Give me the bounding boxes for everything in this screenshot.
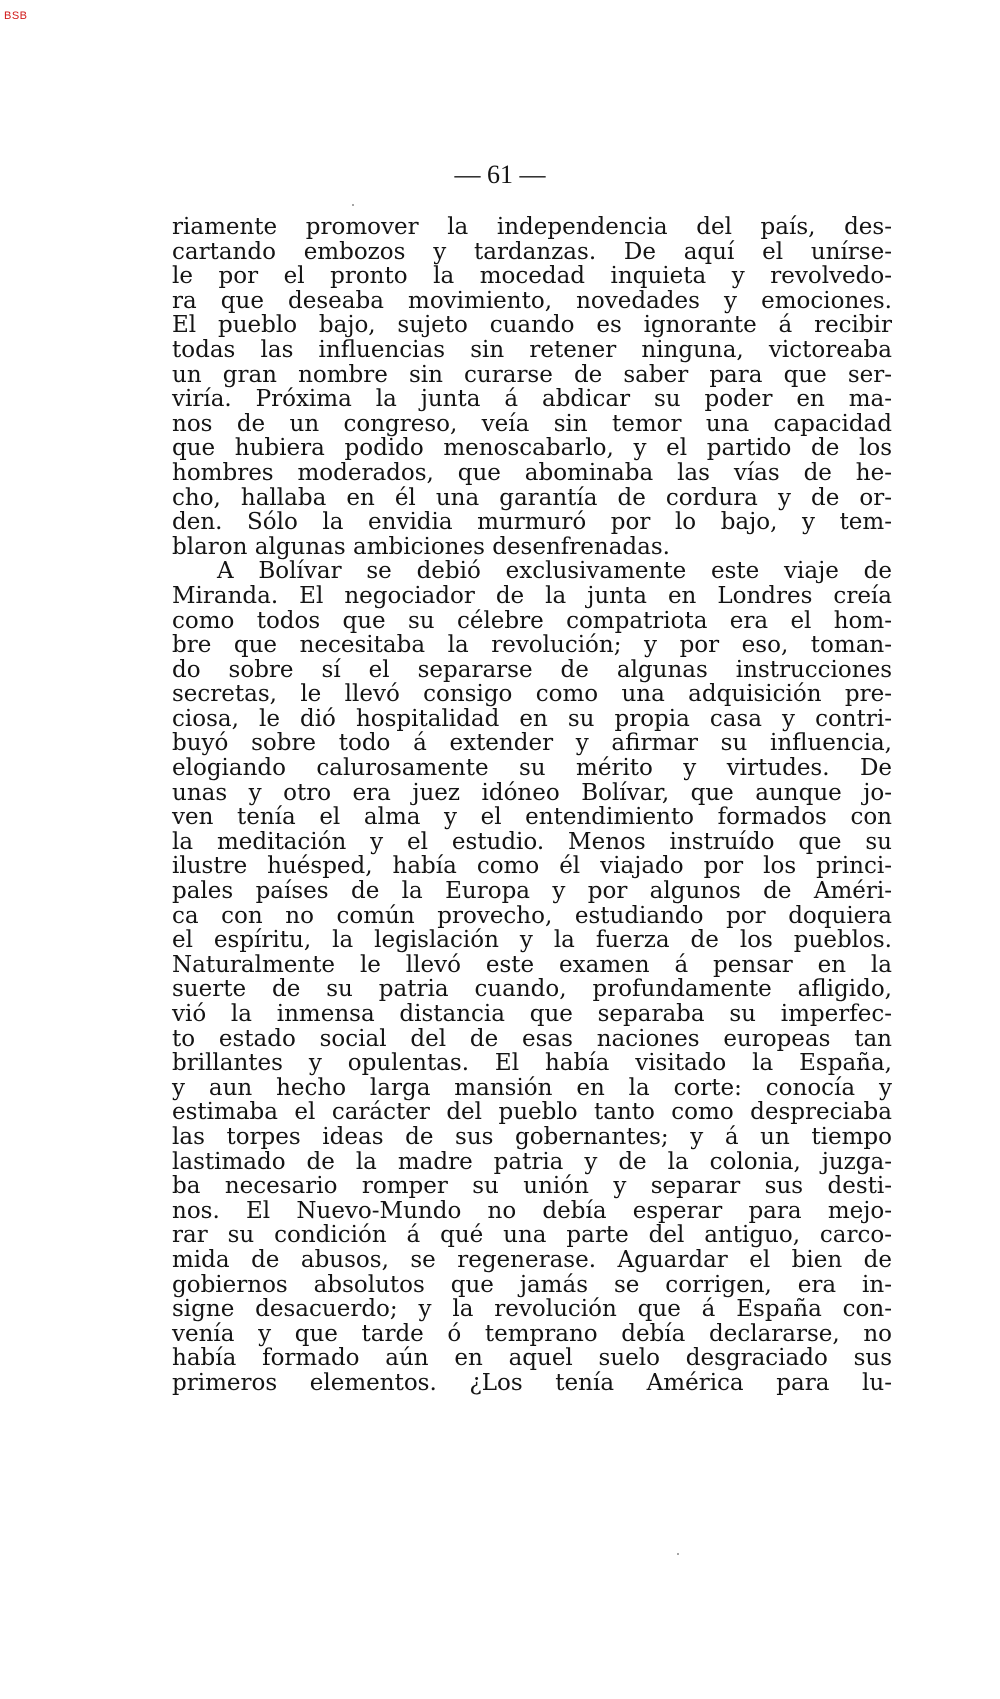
- paragraph-end-line: blaron algunas ambiciones desenfrenadas.: [172, 533, 670, 560]
- text-line: vió la inmensa distancia que separaba su imperfec-: [172, 1001, 892, 1027]
- text-line: Miranda. El negociador de la junta en Londres creía: [172, 582, 892, 609]
- text-line: cho, hallaba en él una garantía de cordura y de or-: [172, 484, 892, 511]
- text-line: to estado social del de esas naciones europeas tan: [172, 1025, 892, 1052]
- text-line: Naturalmente le llevó este examen á pensar en la: [172, 951, 892, 978]
- text-line: ven tenía el alma y el entendimiento formados con: [172, 804, 892, 831]
- text-line: primeros elementos. ¿Los tenía América para lu-: [172, 1369, 892, 1396]
- text-line: como todos que su célebre compatriota era el hom-: [172, 607, 892, 634]
- text-line: había formado aún en aquel suelo desgraciado sus: [172, 1345, 892, 1372]
- text-line: rar su condición á qué una parte del antiguo, carco-: [172, 1222, 892, 1249]
- text-line: viría. Próxima la junta á abdicar su poder en ma-: [172, 386, 892, 413]
- paper-speck: [677, 1553, 679, 1555]
- text-line: la meditación y el estudio. Menos instruído que su: [172, 828, 892, 855]
- body-text: [172, 215, 892, 1396]
- text-line: hombres moderados, que abominaba las vías de he-: [172, 459, 892, 486]
- text-line: elogiando calurosamente su mérito y virtudes. De: [172, 755, 892, 782]
- text-line: pales países de la Europa y por algunos de Améri-: [172, 878, 892, 905]
- text-line: estimaba el carácter del pueblo tanto como despreciaba: [172, 1099, 892, 1126]
- text-line: lastimado de la madre patria y de la colonia, juzga-: [172, 1148, 892, 1175]
- text-line: secretas, le llevó consigo como una adquisición pre-: [172, 681, 892, 708]
- text-line: venía y que tarde ó temprano debía declararse, no: [172, 1320, 892, 1347]
- text-line: que hubiera podido menoscabarlo, y el partido de los: [172, 435, 892, 462]
- text-line: riamente promover la independencia del país, des-: [172, 214, 892, 240]
- text-line: buyó sobre todo á extender y afirmar su influencia,: [172, 730, 892, 757]
- text-line: El pueblo bajo, sujeto cuando es ignorante á recibir: [172, 312, 892, 339]
- text-line: signe desacuerdo; y la revolución que á España con-: [172, 1296, 892, 1323]
- text-line: y aun hecho larga mansión en la corte: conocía y: [172, 1074, 892, 1101]
- text-line: ra que deseaba movimiento, novedades y emociones.: [172, 287, 892, 314]
- text-line: gobiernos absolutos que jamás se corrigen, era in-: [172, 1271, 892, 1298]
- text-line: cartando embozos y tardanzas. De aquí el unírse-: [172, 238, 892, 265]
- paragraph-start-line: A Bolívar se debió exclusivamente este viaje de: [217, 558, 892, 585]
- text-line: den. Sólo la envidia murmuró por lo bajo, y tem-: [172, 509, 892, 536]
- paper-speck: [352, 204, 354, 206]
- text-line: nos. El Nuevo-Mundo no debía esperar para mejo-: [172, 1197, 892, 1224]
- text-line: do sobre sí el separarse de algunas instrucciones: [172, 656, 892, 683]
- text-line: suerte de su patria cuando, profundamente afligido,: [172, 976, 892, 1003]
- text-line: un gran nombre sin curarse de saber para que ser-: [172, 361, 892, 388]
- text-line: bre que necesitaba la revolución; y por eso, toman-: [172, 632, 892, 659]
- page-number: — 61 —: [454, 160, 546, 189]
- text-line: nos de un congreso, veía sin temor una capacidad: [172, 410, 892, 437]
- text-line: brillantes y opulentas. El había visitado la España,: [172, 1050, 892, 1077]
- text-line: ciosa, le dió hospitalidad en su propia casa y contri-: [172, 705, 892, 732]
- text-line: las torpes ideas de sus gobernantes; y á un tiempo: [172, 1123, 892, 1150]
- text-line: ilustre huésped, había como él viajado por los princi-: [172, 853, 892, 880]
- library-stamp: BSB: [4, 10, 28, 22]
- text-line: mida de abusos, se regenerase. Aguardar el bien de: [172, 1246, 892, 1273]
- text-line: ca con no común provecho, estudiando por doquiera: [172, 902, 892, 929]
- text-line: le por el pronto la mocedad inquieta y revolvedo-: [172, 263, 892, 290]
- text-line: ba necesario romper su unión y separar sus desti-: [172, 1173, 892, 1200]
- text-line: todas las influencias sin retener ninguna, victoreaba: [172, 336, 892, 363]
- text-line: el espíritu, la legislación y la fuerza de los pueblos.: [172, 927, 892, 954]
- text-line: unas y otro era juez idóneo Bolívar, que aunque jo-: [172, 779, 892, 806]
